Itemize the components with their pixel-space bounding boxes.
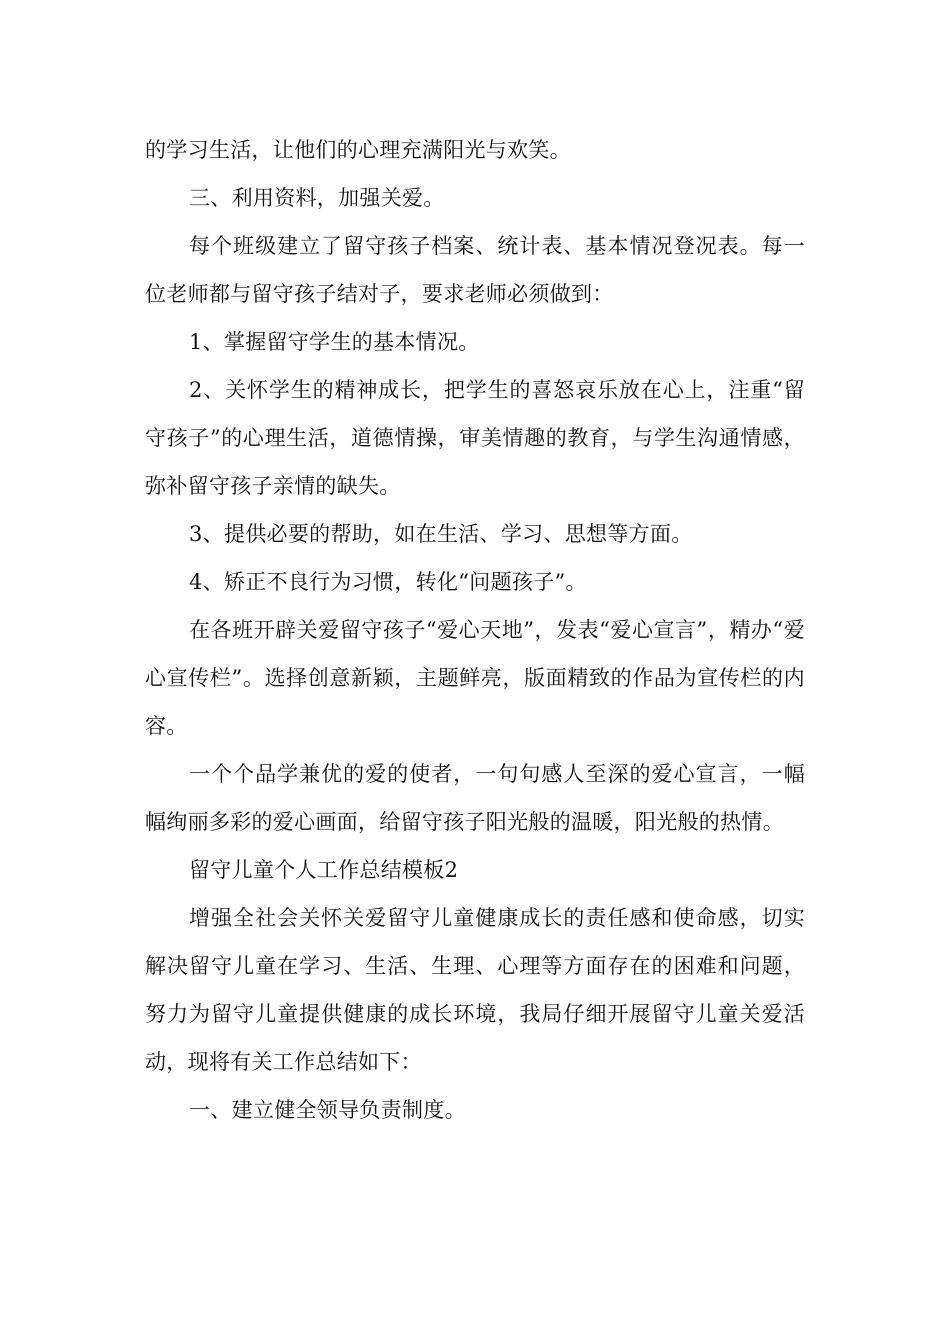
list-item: 3、提供必要的帮助，如在生活、学习、思想等方面。 [189, 522, 693, 546]
list-item: 2、关怀学生的精神成长，把学生的喜怒哀乐放在心上，注重“留守孩子”的心理生活，道德情操，审美情趣的教育，与学生沟通情感，弥补留守孩子亲情的缺失。 [145, 378, 805, 498]
list-item: 4、矫正不良行为习惯，转化“问题孩子”。 [189, 570, 587, 594]
paragraph: 在各班开辟关爱留守孩子“爱心天地”，发表“爱心宣言”，精办“爱心宣传栏”。选择创意新颖，主题鲜亮，版面精致的作品为宣传栏的内容。 [145, 618, 805, 738]
paragraph: 一个个品学兼优的爱的使者，一句句感人至深的爱心宣言，一幅幅绚丽多彩的爱心画面，给留守孩子阳光般的温暖，阳光般的热情。 [145, 762, 805, 834]
paragraph: 每个班级建立了留守孩子档案、统计表、基本情况登况表。每一位老师都与留守孩子结对子，要求老师必须做到： [145, 234, 805, 306]
document-subtitle: 留守儿童个人工作总结模板2 [189, 858, 459, 882]
section-heading-3: 三、利用资料，加强关爱。 [189, 186, 445, 210]
section-heading-1: 一、建立健全领导负责制度。 [189, 1098, 466, 1122]
paragraph-continuation: 的学习生活，让他们的心理充满阳光与欢笑。 [145, 138, 571, 162]
document-body [145, 126, 805, 1134]
paragraph: 增强全社会关怀关爱留守儿童健康成长的责任感和使命感，切实解决留守儿童在学习、生活、生理、心理等方面存在的困难和问题，努力为留守儿童提供健康的成长环境，我局仔细开展留守儿童关爱活动，现将有关工作总结如下： [145, 906, 805, 1074]
list-item: 1、掌握留守学生的基本情况。 [189, 330, 480, 354]
